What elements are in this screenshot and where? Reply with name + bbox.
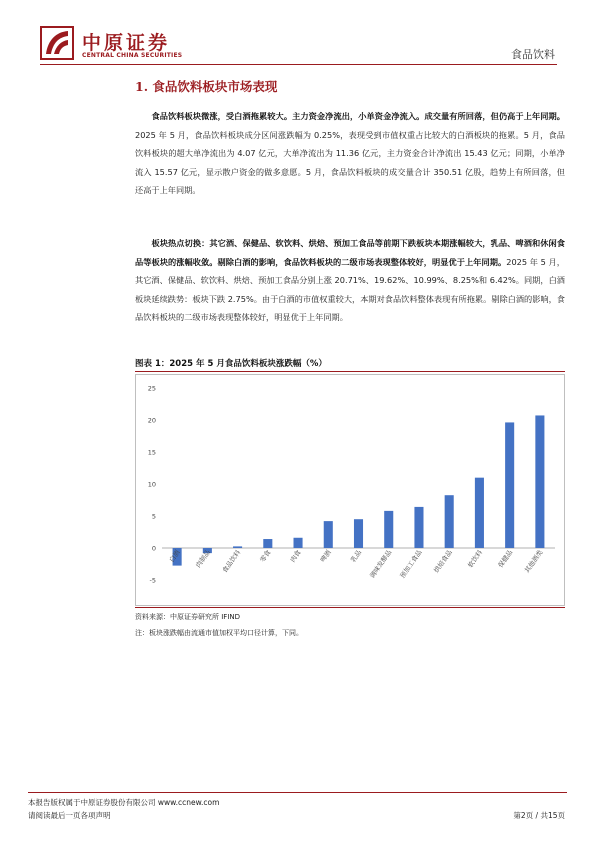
- y-tick-label: 5: [151, 512, 156, 521]
- section-title: 1. 食品饮料板块市场表现: [135, 79, 278, 94]
- bar-12: [535, 415, 544, 548]
- x-tick-label: 其他酒类: [523, 548, 545, 575]
- x-tick-label: 肉食: [288, 548, 303, 564]
- y-tick-label: -5: [149, 576, 156, 585]
- bar-5: [324, 521, 333, 548]
- y-tick-label: 0: [151, 544, 156, 553]
- bar-11: [505, 422, 514, 548]
- page-number: 第2页 / 共15页: [513, 811, 565, 820]
- y-tick-label: 20: [147, 416, 156, 425]
- bar-7: [384, 511, 393, 548]
- y-tick-label: 10: [147, 480, 156, 489]
- x-tick-label: 肉制品: [194, 548, 212, 570]
- paragraph-2-lead: 板块热点切换：其它酒、保健品、软饮料、烘焙、预加工食品等前期下跌板块本期涨幅较大，乳品、啤酒和休闲食品等板块的涨幅收敛。剔除白酒的影响，食品饮料板块的二级市场表现整体较好，明显优于上年同期。: [135, 238, 565, 267]
- x-tick-label: 零食: [258, 548, 273, 564]
- y-tick-label: 25: [147, 384, 156, 393]
- logo-emblem-icon: [40, 26, 74, 60]
- y-tick-label: 15: [147, 448, 156, 457]
- logo-chinese-name: 中原证券: [82, 32, 171, 54]
- figure-bottom-rule: [135, 607, 565, 608]
- x-tick-label: 烘焙食品: [432, 548, 454, 575]
- paragraph-1-lead: 食品饮料板块微涨，受白酒拖累较大。主力资金净流出，小单资金净流入。成交量有所回落，但仍高于上年同期。: [151, 111, 565, 121]
- company-logo: [40, 26, 190, 66]
- figure-title: 图表 1：2025 年 5 月食品饮料板块涨跌幅（%）: [135, 359, 327, 369]
- x-tick-label: 乳品: [349, 548, 364, 564]
- x-tick-label: 保健品: [496, 548, 515, 570]
- paragraph-2-body: 2025 年 5 月，其它酒、保健品、软饮料、烘焙、预加工食品分别上涨 20.71%、19.62%、10.99%、8.25%和 6.42%。同期，白酒板块延续跌势：板块下跌 2.75%。由于白酒的市值权重较大，本期对食品饮料整体表现有所拖累。剔除白酒的影响，食品饮料板块的二级市场表现整体较好，明显优于上年同期。: [135, 256, 565, 322]
- x-tick-label: 白酒: [167, 548, 182, 564]
- x-tick-label: 调味发酵品: [368, 548, 394, 580]
- x-tick-label: 啤酒: [318, 548, 333, 564]
- bar-4: [294, 538, 303, 548]
- x-tick-label: 预加工食品: [398, 548, 424, 580]
- figure-note: 注：板块涨跌幅由流通市值加权平均口径计算，下同。: [135, 629, 303, 637]
- paragraph-1-body: 2025 年 5 月，食品饮料板块成分区间涨跌幅为 0.25%，表现受到市值权重占比较大的白酒板块的拖累。5 月，食品饮料板块的超大单净流出为 4.07 亿元，大单净流出为 11.36 亿元，主力资金合计净流出 15.43 亿元；同期，小单净流入 15.57 亿元，显示散户资金的做多意愿。5 月，食品饮料板块的成交量合计 350.51 亿股，趋势上有所回落，但还高于上年同期。: [135, 129, 565, 195]
- report-category: 食品饮料: [511, 48, 555, 61]
- footer-copyright: 本报告版权属于中原证券股份有限公司 www.ccnew.com: [28, 798, 220, 807]
- bar-2: [233, 546, 242, 548]
- bar-9: [445, 495, 454, 548]
- logo-english-name: CENTRAL CHINA SECURITIES: [82, 52, 183, 59]
- paragraph-1: [135, 107, 565, 200]
- footer-divider: [28, 792, 567, 793]
- x-tick-label: 软饮料: [466, 548, 485, 570]
- sector-change-bar-chart: [135, 374, 565, 606]
- bar-6: [354, 519, 363, 548]
- bar-8: [414, 507, 423, 548]
- bar-3: [263, 539, 272, 548]
- header-divider: [40, 64, 557, 65]
- footer-disclaimer: 请阅读最后一页各项声明: [28, 811, 111, 820]
- bar-10: [475, 478, 484, 548]
- chart-frame: [136, 375, 565, 606]
- figure-source: 资料来源：中原证券研究所 IFIND: [135, 613, 241, 621]
- x-tick-label: 食品饮料: [220, 548, 243, 575]
- paragraph-2: [135, 234, 565, 327]
- figure-top-rule: [135, 371, 565, 372]
